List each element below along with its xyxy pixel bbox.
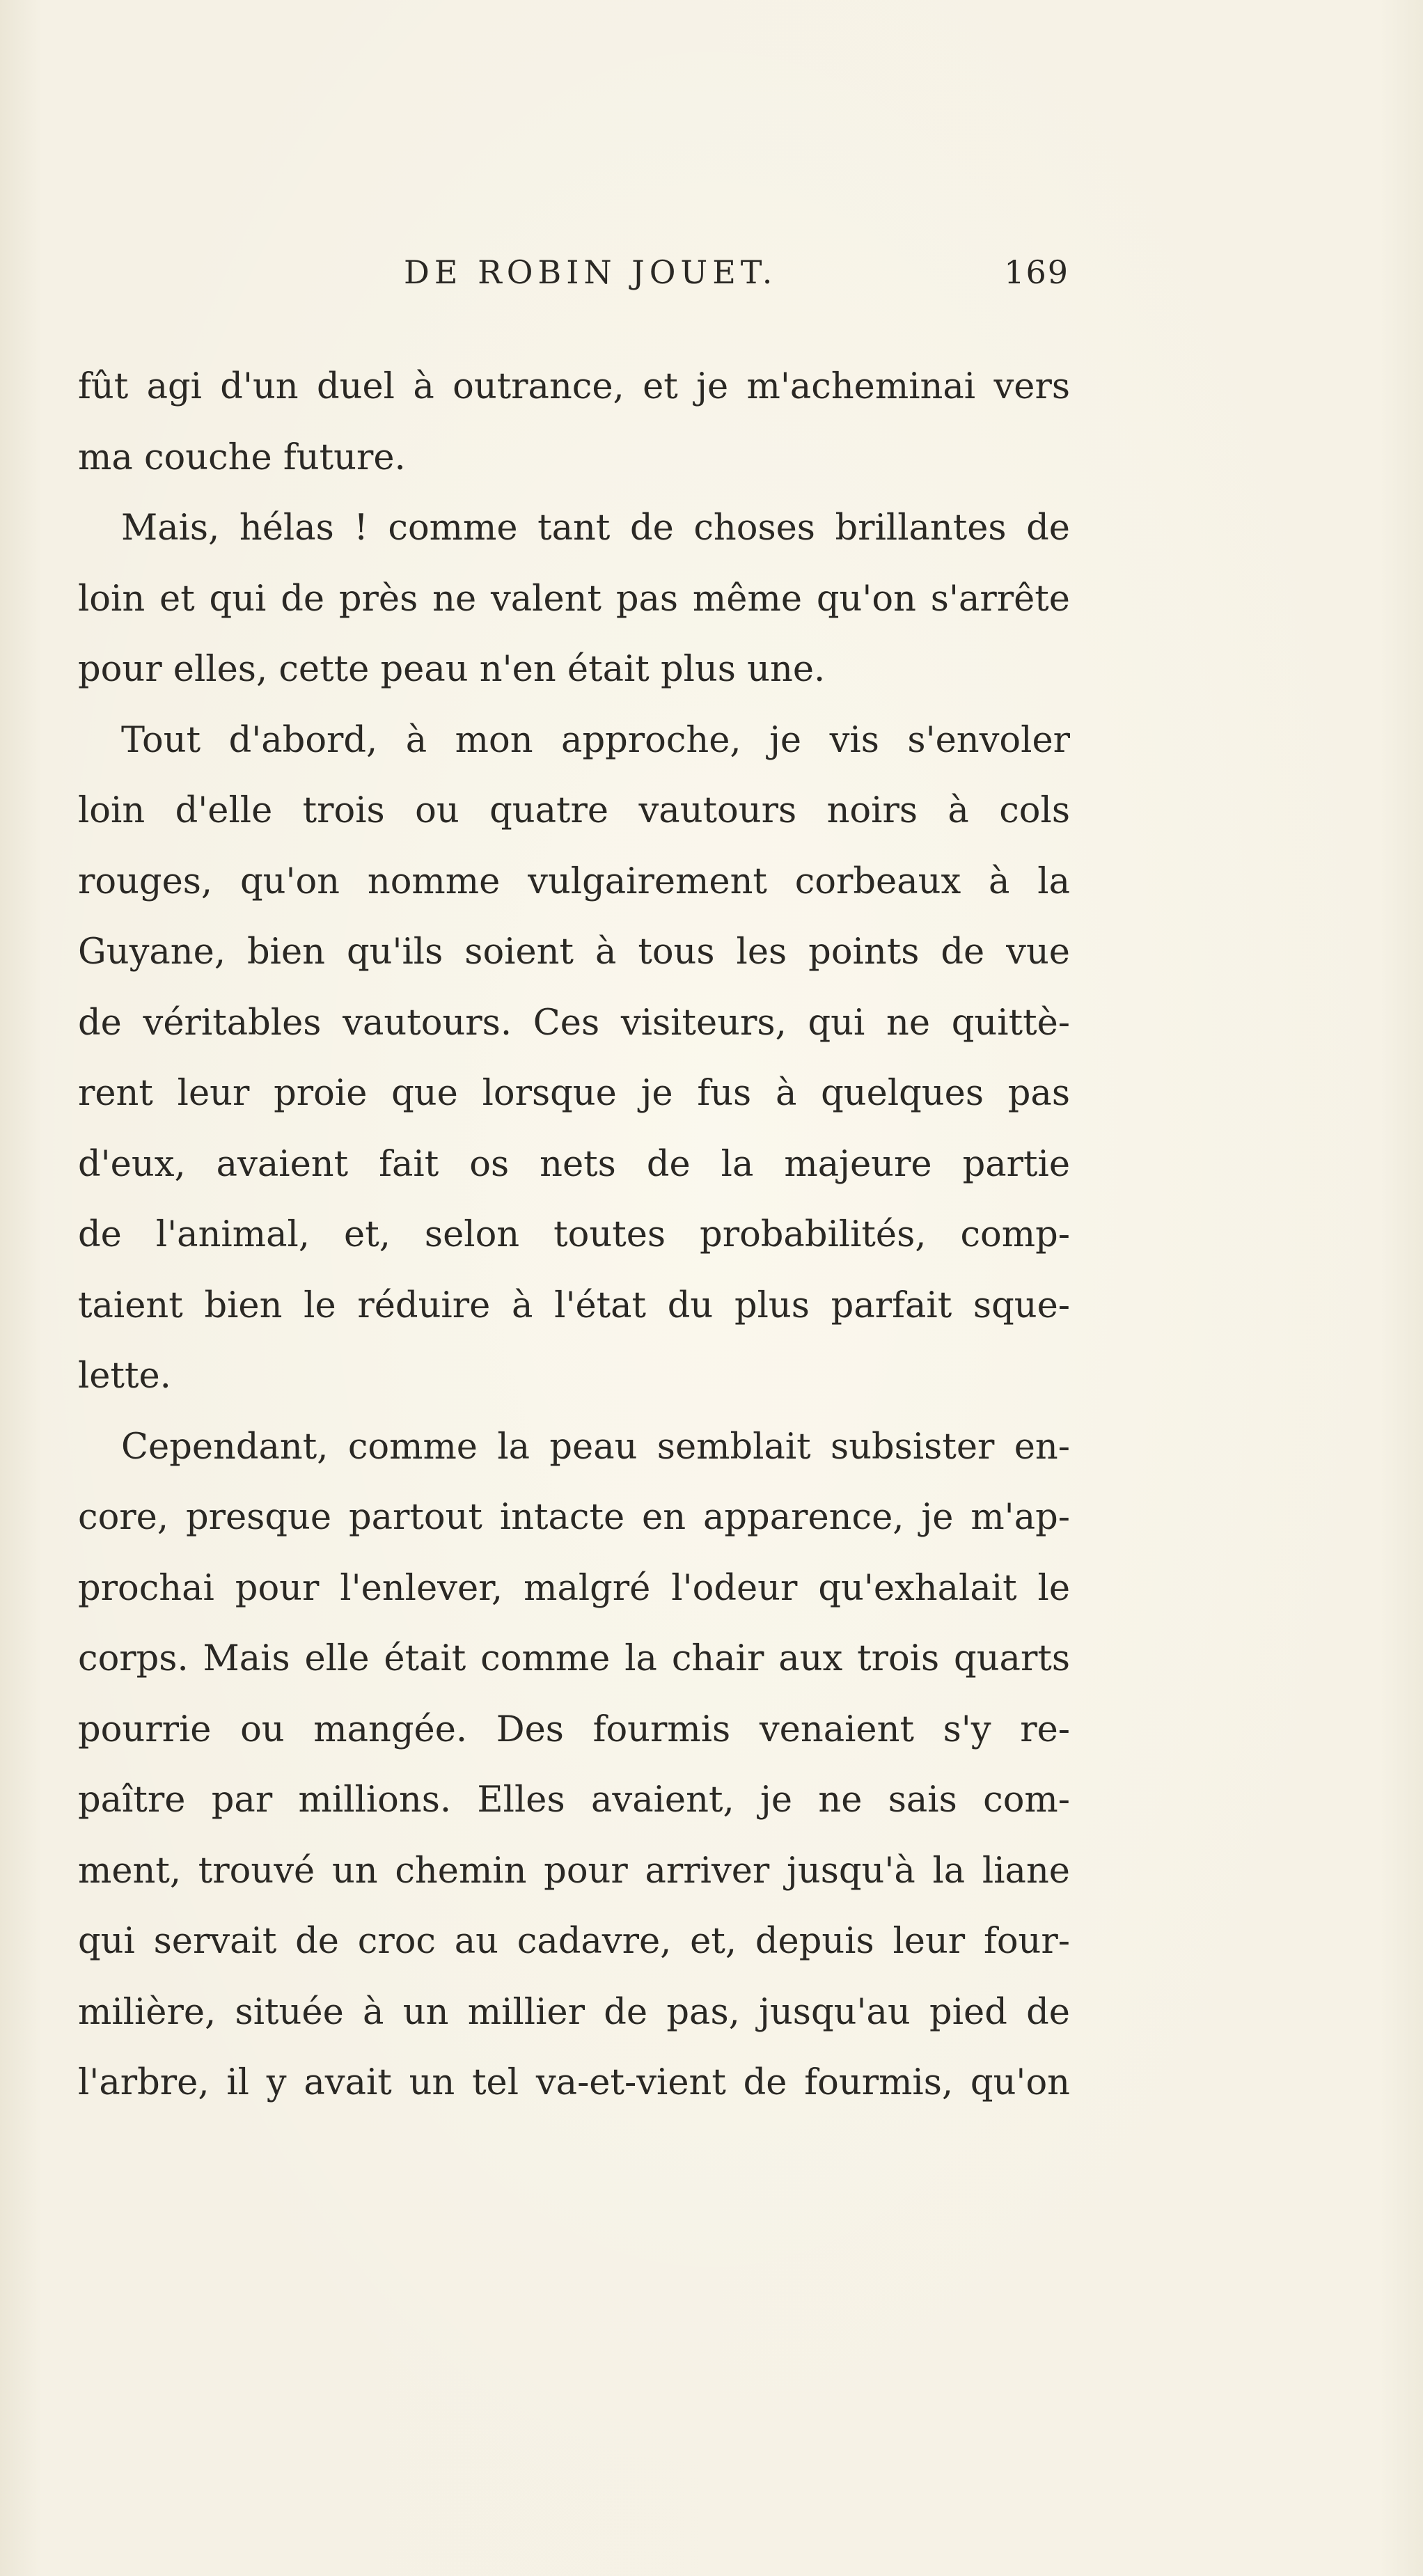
body-text	[78, 352, 1070, 2119]
running-head: DE ROBIN JOUET.	[404, 253, 778, 291]
text-line: fût agi d'un duel à outrance, et je m'acheminai vers	[78, 366, 1070, 407]
text-line: Mais, hélas ! comme tant de choses brillantes de	[121, 508, 1070, 549]
text-line: l'arbre, il y avait un tel va-et-vient de fourmis, qu'on	[78, 2062, 1070, 2103]
text-line: milière, située à un millier de pas, jusqu'au pied de	[78, 1991, 1070, 2033]
text-line: taient bien le réduire à l'état du plus parfait sque-	[78, 1285, 1070, 1326]
text-line: prochai pour l'enlever, malgré l'odeur qu'exhalait le	[78, 1567, 1070, 1609]
text-line: corps. Mais elle était comme la chair aux trois quarts	[78, 1638, 1070, 1679]
text-line: rouges, qu'on nomme vulgairement corbeaux à la	[78, 861, 1070, 902]
text-line: pour elles, cette peau n'en était plus une.	[78, 649, 826, 690]
page-number: 169	[1004, 253, 1069, 291]
text-line: rent leur proie que lorsque je fus à quelques pas	[78, 1073, 1070, 1114]
text-line: loin et qui de près ne valent pas même qu'on s'arrête	[78, 578, 1070, 620]
text-line: qui servait de croc au cadavre, et, depuis leur four-	[78, 1921, 1070, 1962]
text-line: d'eux, avaient fait os nets de la majeure partie	[78, 1143, 1070, 1185]
text-line: Tout d'abord, à mon approche, je vis s'envoler	[121, 719, 1070, 761]
text-line: core, presque partout intacte en apparence, je m'ap-	[78, 1497, 1070, 1538]
text-line: de l'animal, et, selon toutes probabilités, comp-	[78, 1214, 1070, 1255]
text-line: paître par millions. Elles avaient, je ne sais com-	[78, 1780, 1070, 1821]
text-line: Guyane, bien qu'ils soient à tous les points de vue	[78, 932, 1070, 973]
text-line: ment, trouvé un chemin pour arriver jusqu'à la liane	[78, 1850, 1070, 1892]
text-line: loin d'elle trois ou quatre vautours noirs à cols	[78, 790, 1070, 831]
text-line: de véritables vautours. Ces visiteurs, qui ne quittè-	[78, 1002, 1070, 1044]
text-line: pourrie ou mangée. Des fourmis venaient s'y re-	[78, 1709, 1070, 1750]
text-line: ma couche future.	[78, 437, 406, 478]
text-line: Cependant, comme la peau semblait subsister en-	[121, 1426, 1070, 1468]
text-line: lette.	[78, 1356, 171, 1397]
